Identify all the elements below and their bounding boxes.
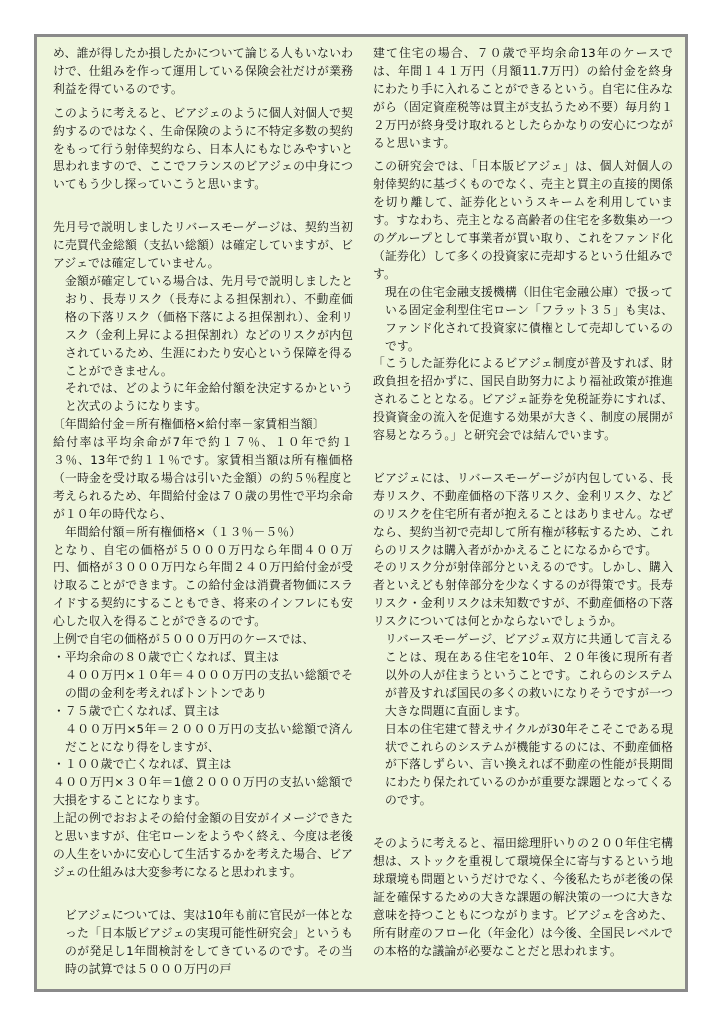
left-column [53,45,353,978]
paragraph: この研究会では、「日本版ビアジェ」は、個人対個人の射倖契約に基づくものでなく、売主と買主の直接的関係を切り離して、証券化というスキームを利用しています。すなわち、売主となる高齢者の住宅を多数集め一つのグループとして事業者が買い取り、これをファンド化（証券化）して多くの投資家に売却するという仕組みです。 [373,159,673,281]
paragraph: 先月号で説明しましたリバースモーゲージは、契約当初に売買代金総額（支払い総額）は確定していますが、ビアジェでは確定していません。 [53,220,353,271]
paragraph: それでは、どのように年金給付額を決定するかというと次式のようになります。 [65,381,353,414]
paragraph: ビアジェについては、実は10年も前に官民が一体となった「日本版ビアジェの実現可能性研究会」というものが発足し1年間検討をしてきているのです。その当時の試算では５０００万円の戸 [65,907,353,976]
list-item-detail: ４００万円×１０年＝４０００万円の支払い総額でその間の金利を考えればトントンであり [65,667,353,700]
paragraph: 現在の住宅金融支援機構（旧住宅金融公庫）で扱っている固定金利型住宅ローン「フラット３５」も実は、ファンド化されて投資家に債権として売却しているのです。 [385,284,673,353]
paragraph: め、誰が得したか損したかについて論じる人もいないわけで、仕組みを作って運用している保険会社だけが業務利益を得ているのです。 [53,46,353,96]
paragraph: 金額が確定している場合は、先月号で説明しましたとおり、長寿リスク（長寿による担保割れ）、不動産価格の下落リスク（価格下落による担保割れ）、金利リスク（金利上昇による担保割れ）などのリスクが内包されているため、生涯にわたり安心という保障を得ることができません。 [65,273,353,378]
list-item: ・平均余命の８０歳で亡くなれば、買主は [53,650,280,664]
article-frame [34,34,688,992]
quotation: 「こうした証券化によるビアジェ制度が普及すれば、財政負担を招かずに、国民自助努力により福祉政策が推進されることとなる。ビアジェ証券を免税証券にすれば、投資資金の流入を促進する効果が大きく、制度の展開が容易となろう。」と研究会では結んでいます。 [373,356,673,443]
paragraph: 給付率は平均余命が7年で約１７％、１０年で約１３％、13年で約１１％です。家賃相当額は所有権価格（一時金を受け取る場合は引いた金額）の約５％程度と考えられるため、年間給付金は７０歳の男性で平均余命が１０年の時代なら、 [53,435,353,521]
list-item-detail: ４００万円×３０年＝1億２０００万円の支払い総額で大損をすることになります。 [53,775,353,808]
formula: 〔年間給付金＝所有権価格×給付率－家賃相当額〕 [53,417,325,432]
paragraph: そのように考えると、福田総理肝いりの２００年住宅構想は、ストックを重視して環境保全に寄与するという地球環境も問題というだけでなく、今後私たちが老後の保証を確保するための大きな課題の解決策の一つに大きな意味を持つこともにつながります。ビアジェを含めた、所有財産のフロー化（年金化）は今後、全国民レベルでの本格的な議論が必要なことだと思われます。 [373,836,673,958]
paragraph: そのリスク分が射倖部分といえるのです。しかし、購入者といえども射倖部分を少なくするのが得策です。長寿リスク・金利リスクは未知数ですが、不動産価格の下落リスクについては何とかならないでしょうか。 [373,560,673,629]
list-item: ・７５歳で亡くなれば、買主は [53,703,220,718]
paragraph: リバースモーゲージ、ビアジェ双方に共通して言えることは、現在ある住宅を10年、２０年後に現所有者以外の人が住まうということです。これらのシステムが普及すれば国民の多くの救いになりそうですが一つ大きな問題に直面します。 [385,632,673,718]
paragraph: となり、自宅の価格が５０００万円なら年間４００万円、価格が３０００万円なら年間２４０万円給付金が受け取ることができます。この給付金は消費者物価にスライドする契約にすることもでき、将来のインフレにも安心した収入を得ることができるのです。 [53,542,353,629]
paragraph: 上記の例でおおよその給付金額の目安がイメージできたと思いますが、住宅ローンをようやく終え、今度は老後の人生をいかに安心して生活するかを考えた場合、ビアジェの仕組みは大変参考になると思われます。 [53,811,353,879]
paragraph: ビアジェには、リバースモーゲージが内包している、長寿リスク、不動産価格の下落リスク、金利リスク、などのリスクを住宅所有者が抱えることはありません。なぜなら、契約当初で売却して所有権が移転するため、これらのリスクは購入者がかかえることになるからです。 [373,470,673,557]
paragraph: 建て住宅の場合、７０歳で平均余命13年のケースでは、年間１４１万円（月額11.7万円）の給付金を終身にわたり手に入れることができるという。自宅に住みながら（固定資産税等は買主が支払うため不要）毎月約１２万円が終身受け取れるとしたらかなりの安心につながると思います。 [373,46,673,150]
formula: 年間給付額＝所有権価格×（１３％－５％） [65,524,302,539]
list-item-detail: ４００万円×5年＝２０００万円の支払い総額で済んだことになり得をしますが、 [65,721,353,754]
paragraph: 日本の住宅建て替えサイクルが30年そこそこである現状でこれらのシステムが機能するのには、不動産価格が下落しずらい、言い換えれば不動産の性能が長期間にわたり保たれているのかが重要な課題となってくるのです。 [385,721,673,808]
list-item: ・１００歳で亡くなれば、買主は [53,757,232,772]
paragraph: 上例で自宅の価格が５０００万円のケースでは、 [53,632,315,647]
paragraph: このように考えると、ビアジェのように個人対個人で契約するのではなく、生命保険のように不特定多数の契約をもって行う射倖契約なら、日本人にもなじみやすいと思われますので、ここでフランスのビアジェの中身についてもう少し探っていこうと思います。 [53,105,353,192]
right-column [373,45,673,961]
